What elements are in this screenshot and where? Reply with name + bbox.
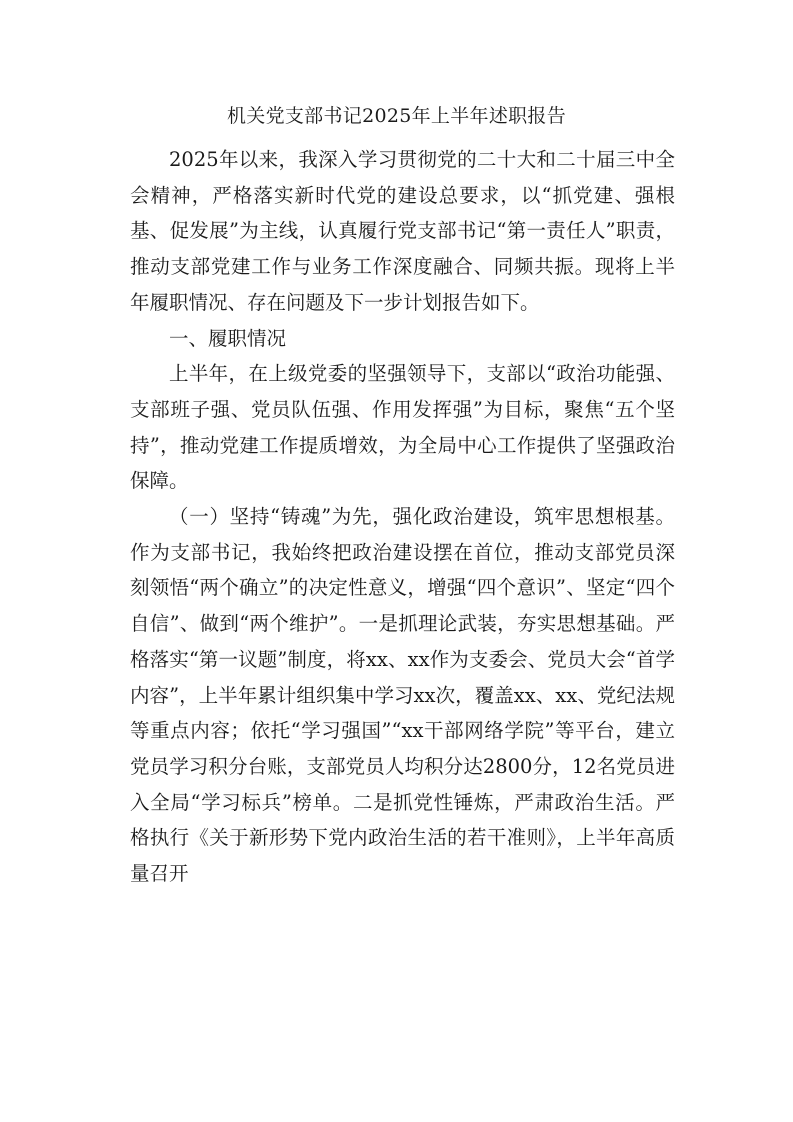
intro-paragraph: 2025年以来，我深入学习贯彻党的二十大和二十届三中全会精神，严格落实新时代党的建设总要求，以“抓党建、强根基、促发展”为主线，认真履行党支部书记“第一责任人”职责，推动支部党建工作与业务工作深度融合、同频共振。现将上半年履职情况、存在问题及下一步计划报告如下。 xyxy=(130,148,675,314)
section-heading: 一、履职情况 xyxy=(169,326,287,350)
document-title: 机关党支部书记2025年上半年述职报告 xyxy=(226,105,567,127)
subsection-paragraph: （一）坚持“铸魂”为先，强化政治建设，筑牢思想根基。作为支部书记，我始终把政治建设摆在首位，推动支部党员深刻领悟“两个确立”的决定性意义，增强“四个意识”、坚定“四个自信”、做到“两个维护”。一是抓理论武装，夯实思想基础。严格落实“第一议题”制度，将xx、xx作为支委会、党员大会“首学内容”，上半年累计组织集中学习xx次，覆盖xx、xx、党纪法规等重点内容；依托“学习强国”“xx干部网络学院”等平台，建立党员学习积分台账，支部党员人均积分达2800分，12名党员进入全局“学习标兵”榜单。二是抓党性锤炼，严肃政治生活。严格执行《关于新形势下党内政治生活的若干准则》，上半年高质量召开 xyxy=(130,505,675,886)
document-body xyxy=(130,142,675,892)
section-intro-paragraph: 上半年，在上级党委的坚强领导下，支部以“政治功能强、支部班子强、党员队伍强、作用发挥强”为目标，聚焦“五个坚持”，推动党建工作提质增效，为全局中心工作提供了坚强政治保障。 xyxy=(130,362,675,493)
